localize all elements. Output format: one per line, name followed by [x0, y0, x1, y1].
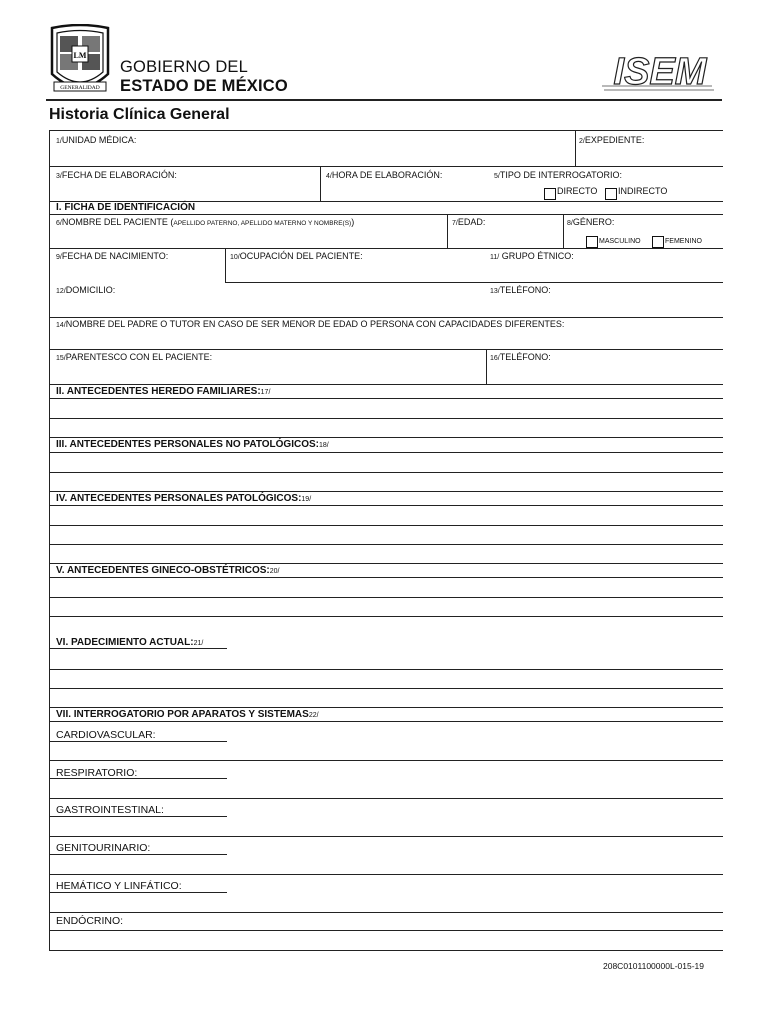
row-line — [49, 616, 723, 617]
padre-tutor-label: 14/NOMBRE DEL PADRE O TUTOR EN CASO DE SER MENOR DE EDAD O PERSONA CON CAPACIDADES DIFERENTES: — [56, 319, 565, 329]
femenino-checkbox[interactable] — [652, 236, 664, 248]
isem-logo-text: ISEM — [613, 51, 707, 93]
endocrino-label: ENDÓCRINO: — [56, 915, 124, 927]
form-title: Historia Clínica General — [49, 106, 230, 123]
row-line — [49, 349, 723, 350]
divider — [447, 214, 448, 249]
grupo-etnico-label: 11/ GRUPO ÉTNICO: — [490, 251, 574, 261]
row-line — [49, 437, 723, 438]
masculino-label: MASCULINO — [599, 238, 641, 245]
hora-elaboracion-label: 4/HORA DE ELABORACIÓN: — [326, 170, 443, 180]
divider — [320, 166, 321, 202]
row-line — [49, 491, 723, 492]
row-line — [49, 721, 723, 722]
row-line — [49, 563, 723, 564]
row-line — [49, 950, 723, 951]
row-line — [49, 317, 723, 318]
row-line — [49, 707, 723, 708]
section-7-heading: VII. INTERROGATORIO POR APARATOS Y SISTEMAS22/ — [56, 709, 319, 720]
directo-label: DIRECTO — [557, 186, 598, 196]
parentesco-label: 15/PARENTESCO CON EL PACIENTE: — [56, 352, 213, 362]
row-line — [225, 282, 723, 283]
gastrointestinal-label: GASTROINTESTINAL: — [56, 804, 164, 816]
telefono-2-label: 16/TELÉFONO: — [490, 352, 551, 362]
indirecto-checkbox[interactable] — [605, 188, 617, 200]
divider — [225, 248, 226, 283]
divider — [575, 130, 576, 167]
section-5-heading: V. ANTECEDENTES GINECO-OBSTÉTRICOS:20/ — [56, 565, 280, 576]
section-4-heading: IV. ANTECEDENTES PERSONALES PATOLÓGICOS:19/ — [56, 493, 312, 504]
directo-checkbox[interactable] — [544, 188, 556, 200]
section-1-heading: I. FICHA DE IDENTIFICACIÓN — [56, 202, 196, 213]
ocupacion-label: 10/OCUPACIÓN DEL PACIENTE: — [230, 251, 363, 261]
row-line — [49, 688, 723, 689]
row-line — [49, 930, 723, 931]
genitourinario-label: GENITOURINARIO: — [56, 842, 151, 854]
row-line — [49, 577, 723, 578]
gov-line-1: GOBIERNO DEL — [120, 58, 249, 76]
row-line — [49, 166, 723, 167]
row-line — [49, 597, 723, 598]
row-line — [49, 544, 723, 545]
row-line — [49, 874, 723, 875]
telefono-label: 13/TELÉFONO: — [490, 285, 551, 295]
expediente-label: 2/EXPEDIENTE: — [579, 135, 645, 145]
row-line — [49, 648, 227, 649]
row-line — [49, 384, 723, 385]
tipo-interrogatorio-label: 5/TIPO DE INTERROGATORIO: — [494, 170, 623, 180]
header-rule — [46, 99, 722, 101]
fecha-nacimiento-label: 9/FECHA DE NACIMIENTO: — [56, 251, 169, 261]
row-line — [49, 418, 723, 419]
femenino-label: FEMENINO — [665, 238, 702, 245]
state-coat-of-arms — [46, 24, 114, 96]
fecha-elaboracion-label: 3/FECHA DE ELABORACIÓN: — [56, 170, 177, 180]
respiratorio-label: RESPIRATORIO: — [56, 767, 138, 779]
crest-letters: LM — [73, 51, 87, 60]
row-line — [49, 892, 227, 893]
row-line — [49, 836, 723, 837]
form-top-border — [49, 130, 723, 131]
row-line — [49, 669, 723, 670]
masculino-checkbox[interactable] — [586, 236, 598, 248]
crest-motto: GENERALIDAD — [60, 85, 100, 91]
row-line — [49, 214, 723, 215]
row-line — [49, 760, 723, 761]
row-line — [49, 912, 723, 913]
cardiovascular-label: CARDIOVASCULAR: — [56, 729, 156, 741]
row-line — [49, 248, 723, 249]
divider — [563, 214, 564, 249]
hematico-linfatico-label: HEMÁTICO Y LINFÁTICO: — [56, 880, 182, 892]
row-line — [49, 854, 227, 855]
indirecto-label: INDIRECTO — [618, 186, 668, 196]
section-6-heading: VI. PADECIMIENTO ACTUAL:21/ — [56, 637, 204, 648]
row-line — [49, 398, 723, 399]
edad-label: 7/EDAD: — [452, 217, 486, 227]
form-left-border — [49, 130, 50, 950]
row-line — [49, 741, 227, 742]
row-line — [49, 452, 723, 453]
form-code: 208C0101100000L-015-19 — [603, 961, 704, 971]
row-line — [49, 778, 227, 779]
nombre-paciente-label: 6/NOMBRE DEL PACIENTE (APELLIDO PATERNO, APELLIDO MATERNO Y NOMBRE(S)) — [56, 217, 355, 227]
section-2-heading: II. ANTECEDENTES HEREDO FAMILIARES:17/ — [56, 386, 271, 397]
row-line — [49, 505, 723, 506]
gov-line-2: ESTADO DE MÉXICO — [120, 77, 288, 95]
domicilio-label: 12/DOMICILIO: — [56, 285, 116, 295]
unidad-medica-label: 1/UNIDAD MÉDICA: — [56, 135, 137, 145]
row-line — [49, 472, 723, 473]
divider — [486, 349, 487, 384]
row-line — [49, 525, 723, 526]
isem-logo — [600, 50, 720, 94]
row-line — [49, 798, 723, 799]
row-line — [49, 816, 227, 817]
section-3-heading: III. ANTECEDENTES PERSONALES NO PATOLÓGICOS:18/ — [56, 439, 329, 450]
genero-label: 8/GÉNERO: — [567, 217, 615, 227]
